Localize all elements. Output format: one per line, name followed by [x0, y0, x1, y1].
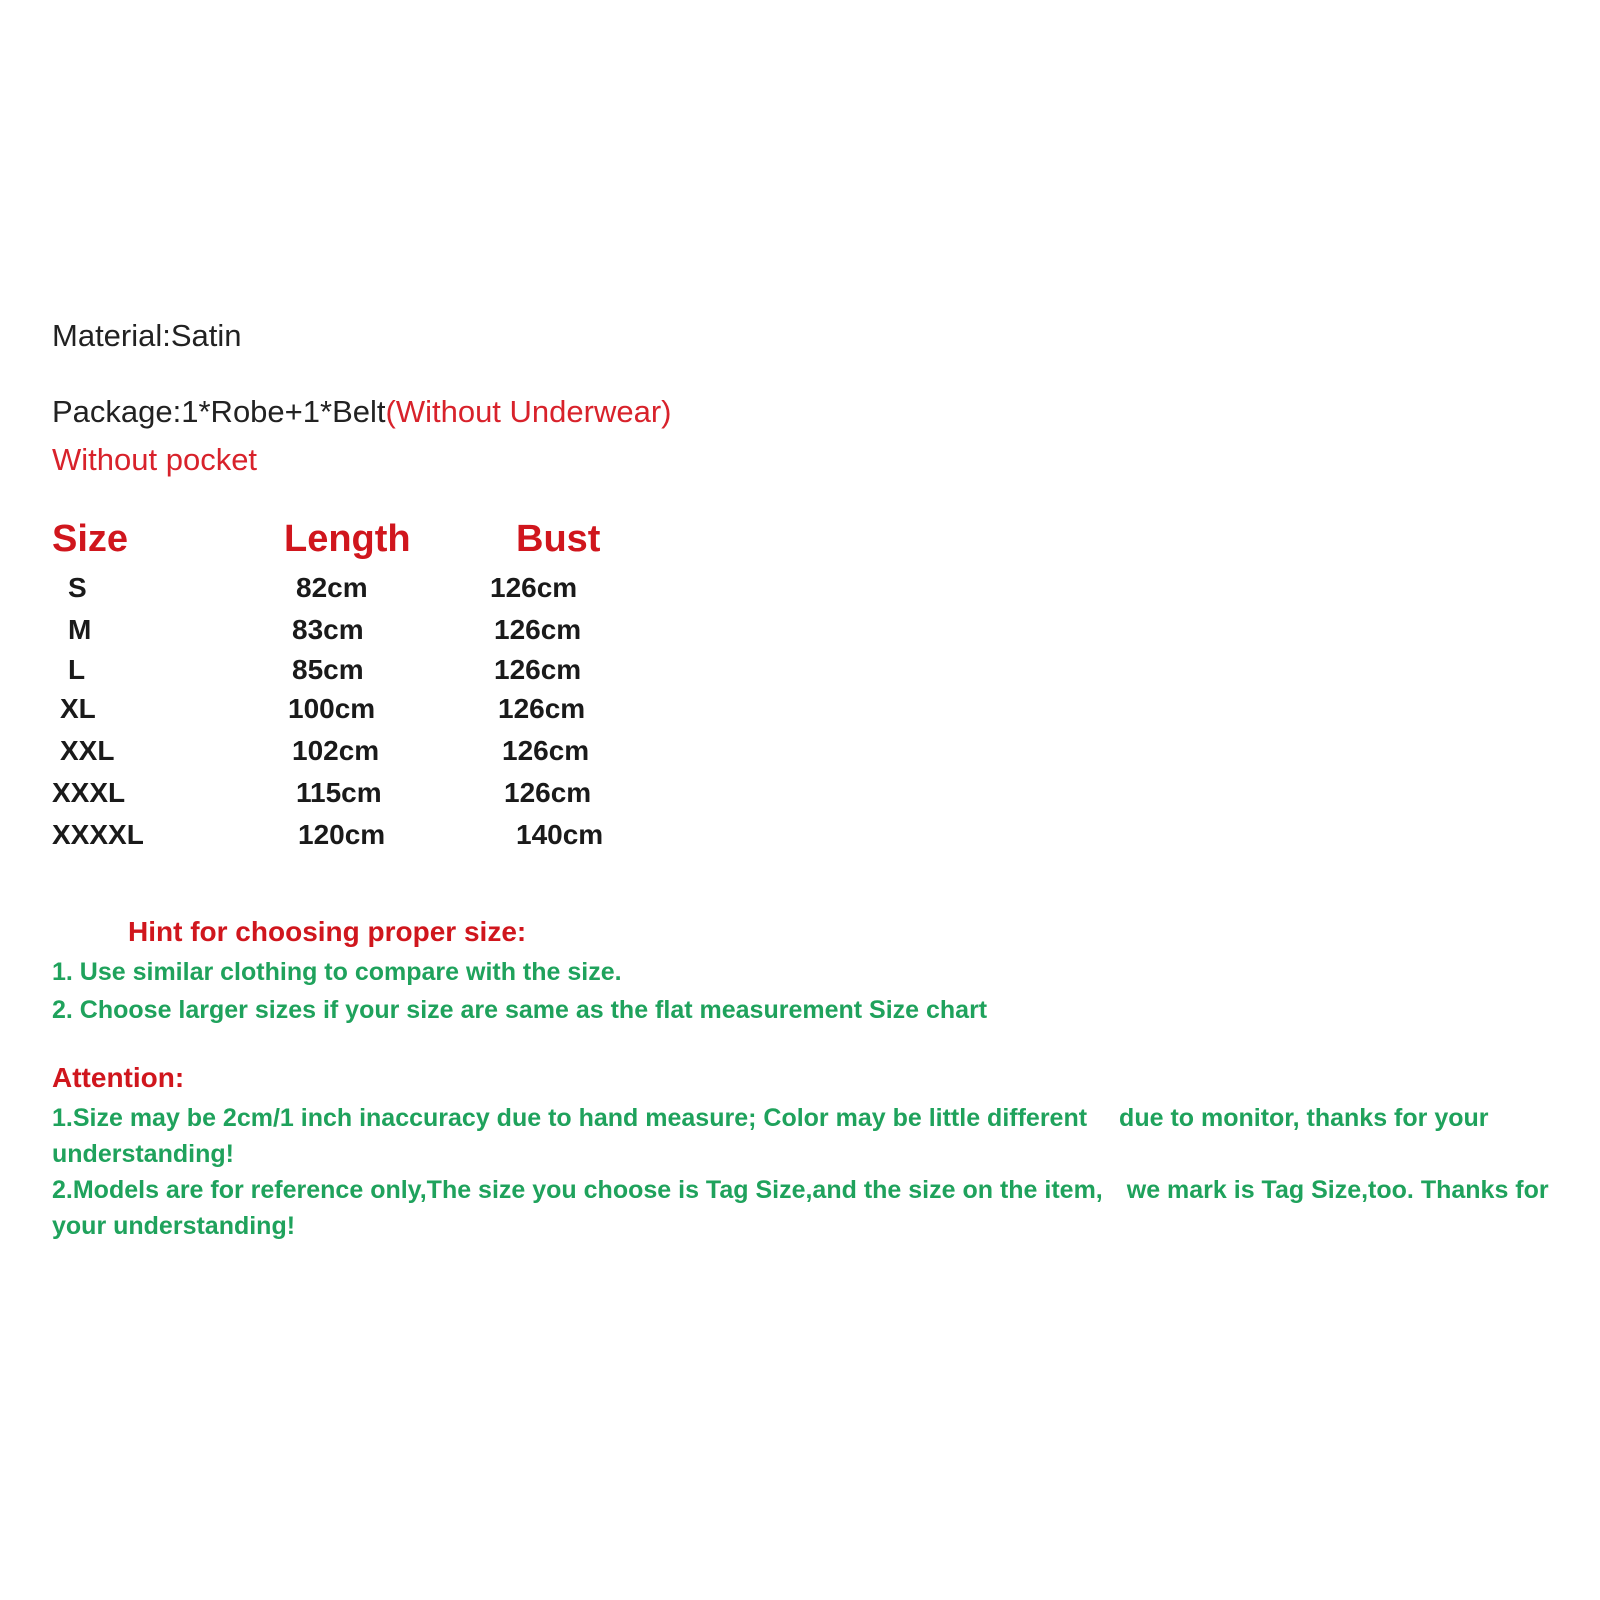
- material-line: Material:Satin: [52, 318, 242, 353]
- row-xxxxl-size: XXXXL: [52, 819, 144, 850]
- attention-item-1-part-b: due to monitor, thanks for your understanding!: [52, 1104, 1489, 1168]
- attention-item-1: [52, 1100, 1582, 1172]
- header-bust: Bust: [516, 518, 601, 560]
- row-xxl-size: XXL: [60, 735, 115, 766]
- hint-item-2: 2. Choose larger sizes if your size are same as the flat measurement Size chart: [52, 996, 988, 1024]
- row-l-length: 85cm: [292, 654, 364, 685]
- row-xxl-length: 102cm: [292, 735, 380, 766]
- row-xxxl-bust: 126cm: [504, 777, 592, 808]
- attention-item-2: [52, 1172, 1582, 1244]
- row-s-length: 82cm: [296, 572, 368, 603]
- package-main: Package:1*Robe+1*Belt: [52, 394, 386, 429]
- attention-item-2-part-b: we mark is Tag Size,too. Thanks for your understanding!: [52, 1176, 1549, 1240]
- hint-title: Hint for choosing proper size:: [128, 916, 527, 947]
- header-size: Size: [52, 518, 129, 560]
- row-xl-size: XL: [60, 693, 96, 724]
- row-l-size: L: [68, 654, 86, 685]
- row-xl-length: 100cm: [288, 693, 376, 724]
- row-xxxxl-bust: 140cm: [516, 819, 604, 850]
- row-xl-bust: 126cm: [498, 693, 586, 724]
- row-s-size: S: [68, 572, 87, 603]
- row-l-bust: 126cm: [494, 654, 582, 685]
- row-m-size: M: [68, 614, 92, 645]
- attention-item-2-part-a: 2.Models are for reference only,The size you choose is Tag Size,and the size on the item,: [52, 1176, 1103, 1204]
- attention-title: Attention:: [52, 1062, 185, 1093]
- row-xxxl-length: 115cm: [296, 777, 382, 808]
- without-pocket-note: Without pocket: [52, 442, 258, 477]
- package-note: (Without Underwear): [385, 394, 672, 429]
- row-m-length: 83cm: [292, 614, 364, 645]
- row-xxxxl-length: 120cm: [298, 819, 386, 850]
- hint-item-1: 1. Use similar clothing to compare with the size.: [52, 958, 622, 986]
- row-xxxl-size: XXXL: [52, 777, 126, 808]
- attention-item-1-part-a: 1.Size may be 2cm/1 inch inaccuracy due to hand measure; Color may be little different: [52, 1104, 1088, 1132]
- row-s-bust: 126cm: [490, 572, 578, 603]
- row-xxl-bust: 126cm: [502, 735, 590, 766]
- header-length: Length: [284, 518, 411, 560]
- package-line: [52, 394, 671, 430]
- row-m-bust: 126cm: [494, 614, 582, 645]
